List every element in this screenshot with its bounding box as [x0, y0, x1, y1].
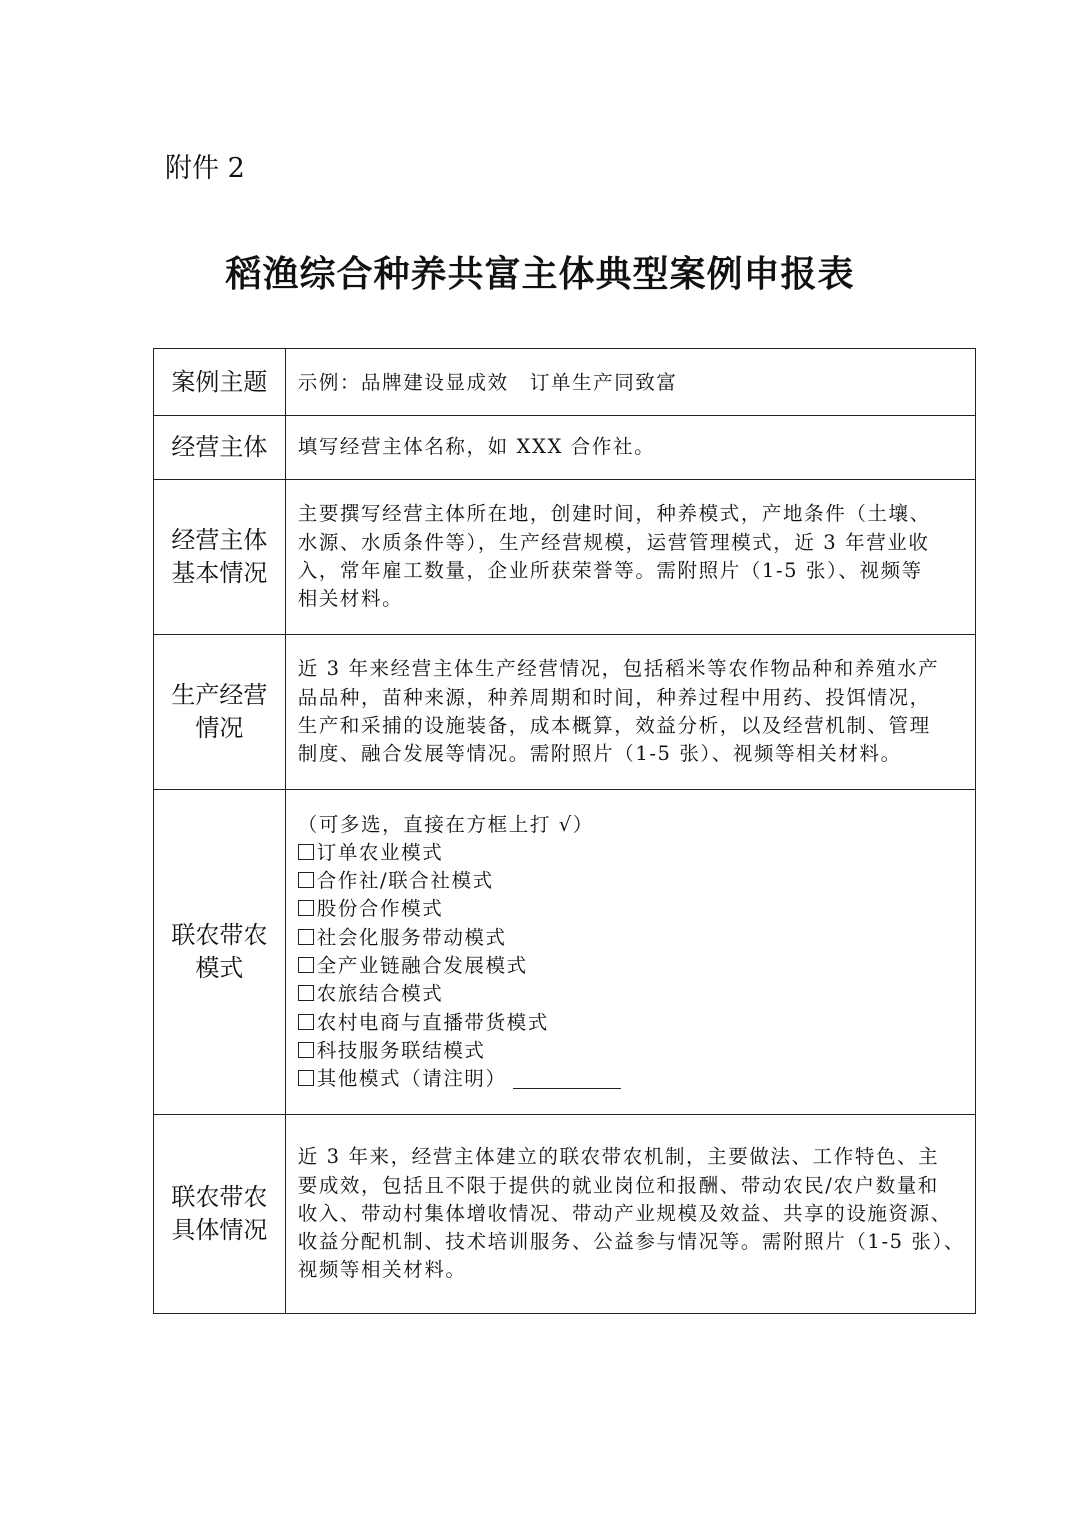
row-case-theme: [154, 349, 976, 416]
row-mode: [154, 790, 976, 1115]
label-text: 生产经营: [171, 681, 268, 709]
document-title: 稻渔综合种养共富主体典型案例申报表: [225, 253, 855, 295]
value-mode: [285, 790, 975, 1115]
label-text: 案例主题: [171, 367, 268, 396]
text-line: 水源、水质条件等），生产经营规模，运营管理模式，近 3 年营业收: [297, 530, 930, 554]
value-case-theme[interactable]: 示例：品牌建设显成效 订单生产同致富: [285, 349, 975, 416]
checkbox[interactable]: [298, 1070, 314, 1086]
value-production[interactable]: [285, 635, 975, 790]
checkbox[interactable]: [298, 985, 314, 1001]
label-text: 具体情况: [171, 1216, 268, 1244]
label-text: 经营主体: [171, 433, 268, 461]
label-case-theme: [154, 349, 286, 416]
label-text: 基本情况: [171, 559, 268, 587]
mode-option-label: 合作社/联合社模式: [316, 869, 494, 893]
text-line: 生产和采捕的设施装备，成本概算，效益分析，以及经营机制、管理: [297, 714, 931, 737]
checkbox[interactable]: [298, 900, 314, 916]
label-production: [154, 635, 286, 790]
text-line: 品品种，苗种来源，种养周期和时间，种养过程中用药、投饵情况，: [297, 685, 931, 709]
text-line: 相关材料。: [297, 587, 404, 611]
row-entity: [154, 416, 976, 480]
label-text: 经营主体: [171, 526, 268, 554]
attachment-label: 附件 2: [165, 153, 245, 184]
value-details[interactable]: [285, 1115, 975, 1314]
label-details: [154, 1115, 286, 1314]
mode-option-label: 社会化服务带动模式: [316, 925, 507, 949]
mode-option[interactable]: [298, 1037, 965, 1065]
mode-option[interactable]: [298, 1065, 965, 1093]
label-text: 联农带农: [171, 921, 268, 949]
label-text: 联农带农: [171, 1183, 268, 1211]
checkbox[interactable]: [298, 872, 314, 888]
row-details: [154, 1115, 976, 1314]
text-line: 收入、带动村集体增收情况、带动产业规模及效益、共享的设施资源、: [297, 1201, 952, 1225]
text-line: 近 3 年来经营主体生产经营情况，包括稻米等农作物品种和养殖水产: [297, 657, 940, 681]
text-line: 收益分配机制、技术培训服务、公益参与情况等。需附照片（1-5 张）、: [297, 1230, 965, 1254]
mode-option-label: 农旅结合模式: [316, 982, 444, 1006]
mode-option[interactable]: [298, 924, 965, 952]
label-text: 情况: [195, 714, 244, 742]
mode-option-label: 全产业链融合发展模式: [316, 954, 528, 977]
text-line: 入，常年雇工数量，企业所获荣誉等。需附照片（1-5 张）、视频等: [297, 559, 923, 582]
text-line: 近 3 年来，经营主体建立的联农带农机制，主要做法、工作特色、主: [297, 1145, 940, 1169]
text-line: 制度、融合发展等情况。需附照片（1-5 张）、视频等相关材料。: [297, 742, 902, 766]
mode-option-label: 订单农业模式: [316, 840, 444, 864]
mode-option[interactable]: [298, 839, 965, 867]
label-mode: [154, 790, 286, 1115]
label-basic-info: [154, 480, 286, 635]
mode-option[interactable]: [298, 1009, 965, 1037]
value-basic-info[interactable]: [285, 480, 975, 635]
text-line: 视频等相关材料。: [297, 1258, 467, 1282]
other-mode-blank[interactable]: [513, 1070, 621, 1089]
row-basic-info: [154, 480, 976, 635]
label-entity: [154, 416, 286, 480]
row-production: [154, 635, 976, 790]
mode-option-label: 其他模式（请注明）: [316, 1067, 507, 1091]
mode-hint: （可多选，直接在方框上打 √）: [297, 812, 594, 836]
label-text: 模式: [195, 954, 244, 982]
mode-option-label: 农村电商与直播带货模式: [316, 1010, 549, 1034]
mode-option-label: 科技服务联结模式: [316, 1038, 486, 1062]
mode-option[interactable]: [298, 952, 965, 980]
checkbox[interactable]: [298, 1014, 314, 1030]
checkbox[interactable]: [298, 929, 314, 945]
application-form-table: [153, 348, 976, 1314]
mode-option[interactable]: [298, 980, 965, 1008]
text-line: 主要撰写经营主体所在地，创建时间，种养模式，产地条件（土壤、: [297, 502, 931, 526]
checkbox[interactable]: [298, 1042, 314, 1058]
mode-option-label: 股份合作模式: [316, 897, 444, 921]
checkbox[interactable]: [298, 844, 314, 860]
value-entity[interactable]: 填写经营主体名称，如 XXX 合作社。: [285, 416, 975, 480]
mode-option[interactable]: [298, 895, 965, 923]
mode-option[interactable]: [298, 867, 965, 895]
checkbox[interactable]: [298, 957, 314, 973]
text-line: 要成效，包括且不限于提供的就业岗位和报酬、带动农民/农户数量和: [297, 1173, 939, 1197]
